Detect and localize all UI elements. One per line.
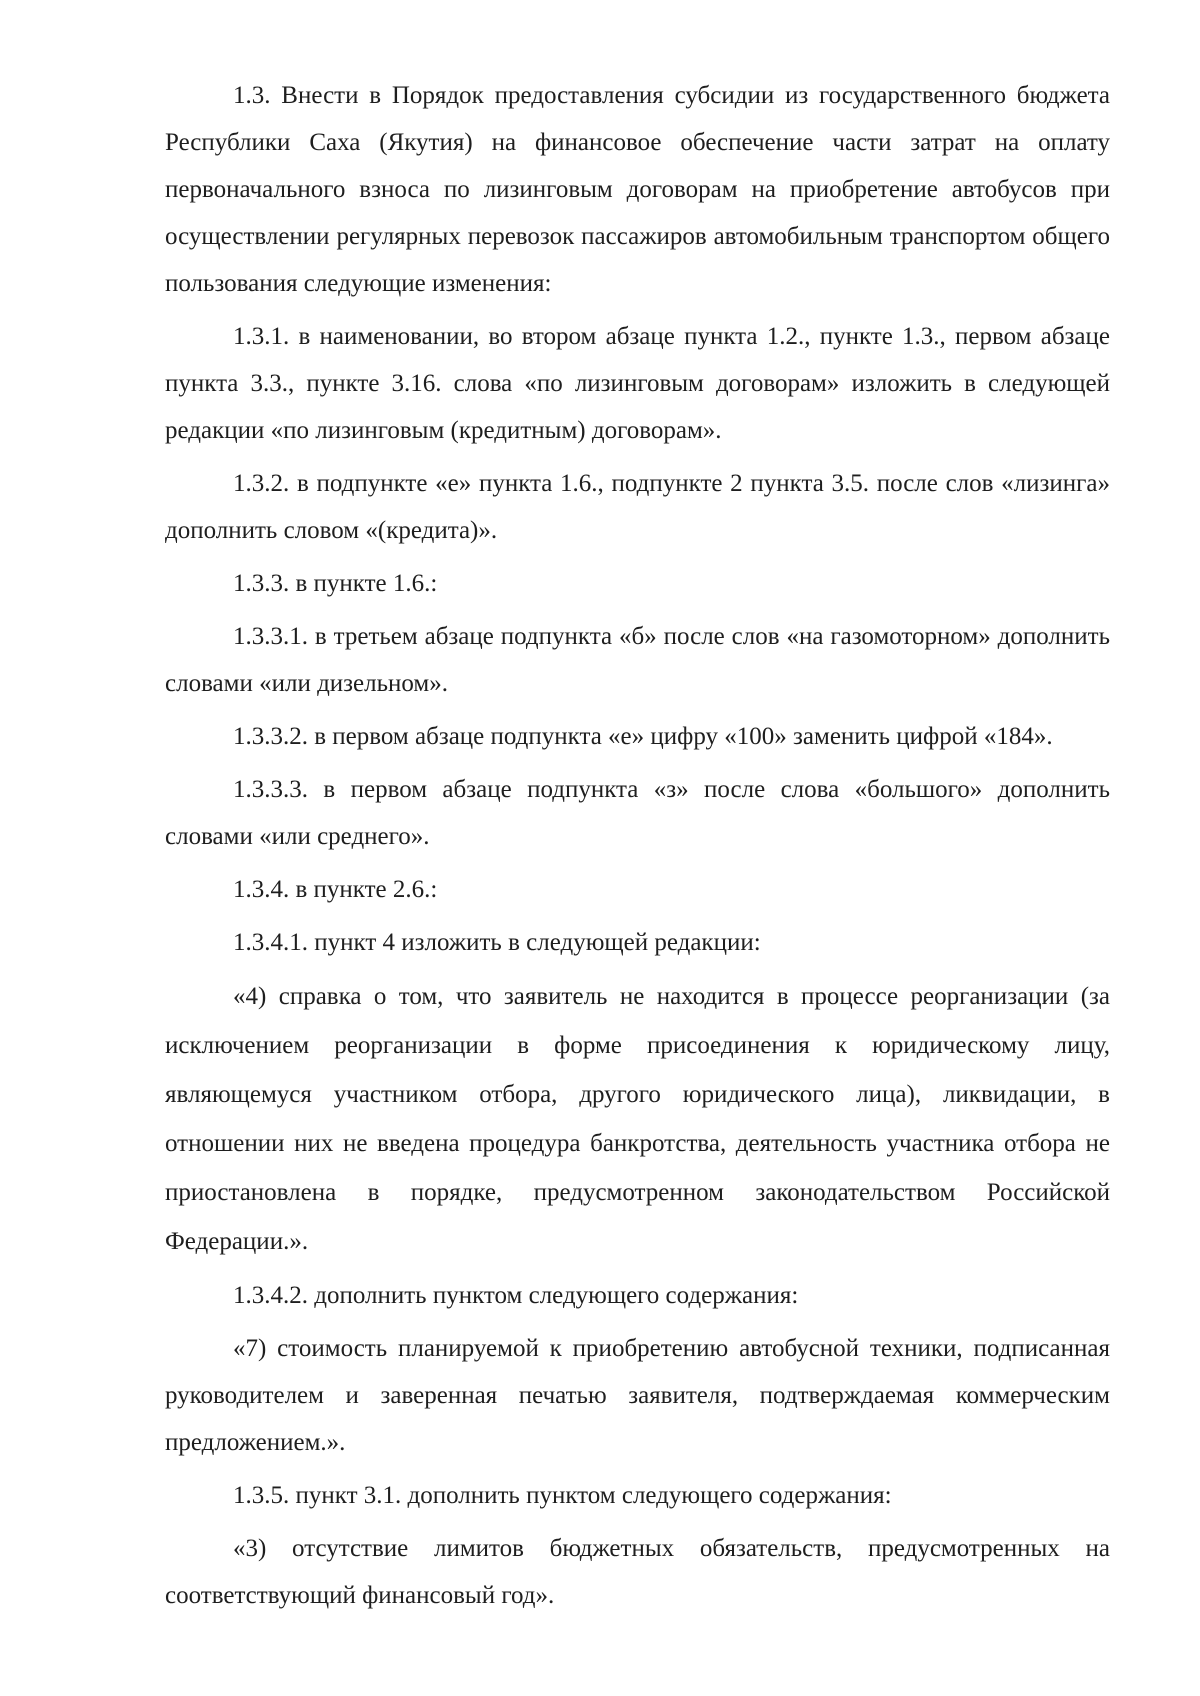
paragraph-1-3-4: 1.3.4. в пункте 2.6.: (233, 876, 438, 903)
paragraph-1-3-4-2: 1.3.4.2. дополнить пунктом следующего содержания: (233, 1282, 799, 1309)
paragraph-1-3-3: 1.3.3. в пункте 1.6.: (233, 570, 438, 597)
paragraph-1-3-5: 1.3.5. пункт 3.1. дополнить пунктом следующего содержания: (233, 1482, 892, 1509)
paragraph-1-3-3-1: 1.3.3.1. в третьем абзаце подпункта «б» после слов «на газомоторном» дополнить словами «или дизельном». (165, 623, 1110, 697)
paragraph-quote-7: «7) стоимость планируемой к приобретению автобусной техники, подписанная руководителем и заверенная печатью заявителя, подтверждаемая коммерческим предложением.». (165, 1335, 1110, 1456)
paragraph-quote-4: «4) справка о том, что заявитель не находится в процессе реорганизации (за исключением реорганизации в форме присоединения к юридическому лицу, являющемуся участником отбора, другого юридического лица), ликвидации, в отношении них не введена процедура банкротства, деятельность участника отбора не приостановлена в порядке, предусмотренном законодательством Российской Федерации.». (165, 983, 1110, 1255)
paragraph-quote-3: «3) отсутствие лимитов бюджетных обязательств, предусмотренных на соответствующий финансовый год». (165, 1535, 1110, 1609)
paragraph-1-3: 1.3. Внести в Порядок предоставления субсидии из государственного бюджета Республики Саха (Якутия) на финансовое обеспечение части затрат на оплату первоначального взноса по лизинговым договорам на приобретение автобусов при осуществлении регулярных перевозок пассажиров автомобильным транспортом общего пользования следующие изменения: (165, 82, 1110, 297)
paragraph-1-3-3-2: 1.3.3.2. в первом абзаце подпункта «е» цифру «100» заменить цифрой «184». (233, 723, 1053, 750)
paragraph-1-3-4-1: 1.3.4.1. пункт 4 изложить в следующей редакции: (233, 929, 761, 956)
paragraph-1-3-3-3: 1.3.3.3. в первом абзаце подпункта «з» после слова «большого» дополнить словами «или среднего». (165, 776, 1110, 850)
paragraph-1-3-2: 1.3.2. в подпункте «е» пункта 1.6., подпункте 2 пункта 3.5. после слов «лизинга» дополнить словом «(кредита)». (165, 470, 1110, 544)
paragraph-1-3-1: 1.3.1. в наименовании, во втором абзаце пункта 1.2., пункте 1.3., первом абзаце пункта 3.3., пункте 3.16. слова «по лизинговым договорам» изложить в следующей редакции «по лизинговым (кредитным) договорам». (165, 323, 1110, 444)
